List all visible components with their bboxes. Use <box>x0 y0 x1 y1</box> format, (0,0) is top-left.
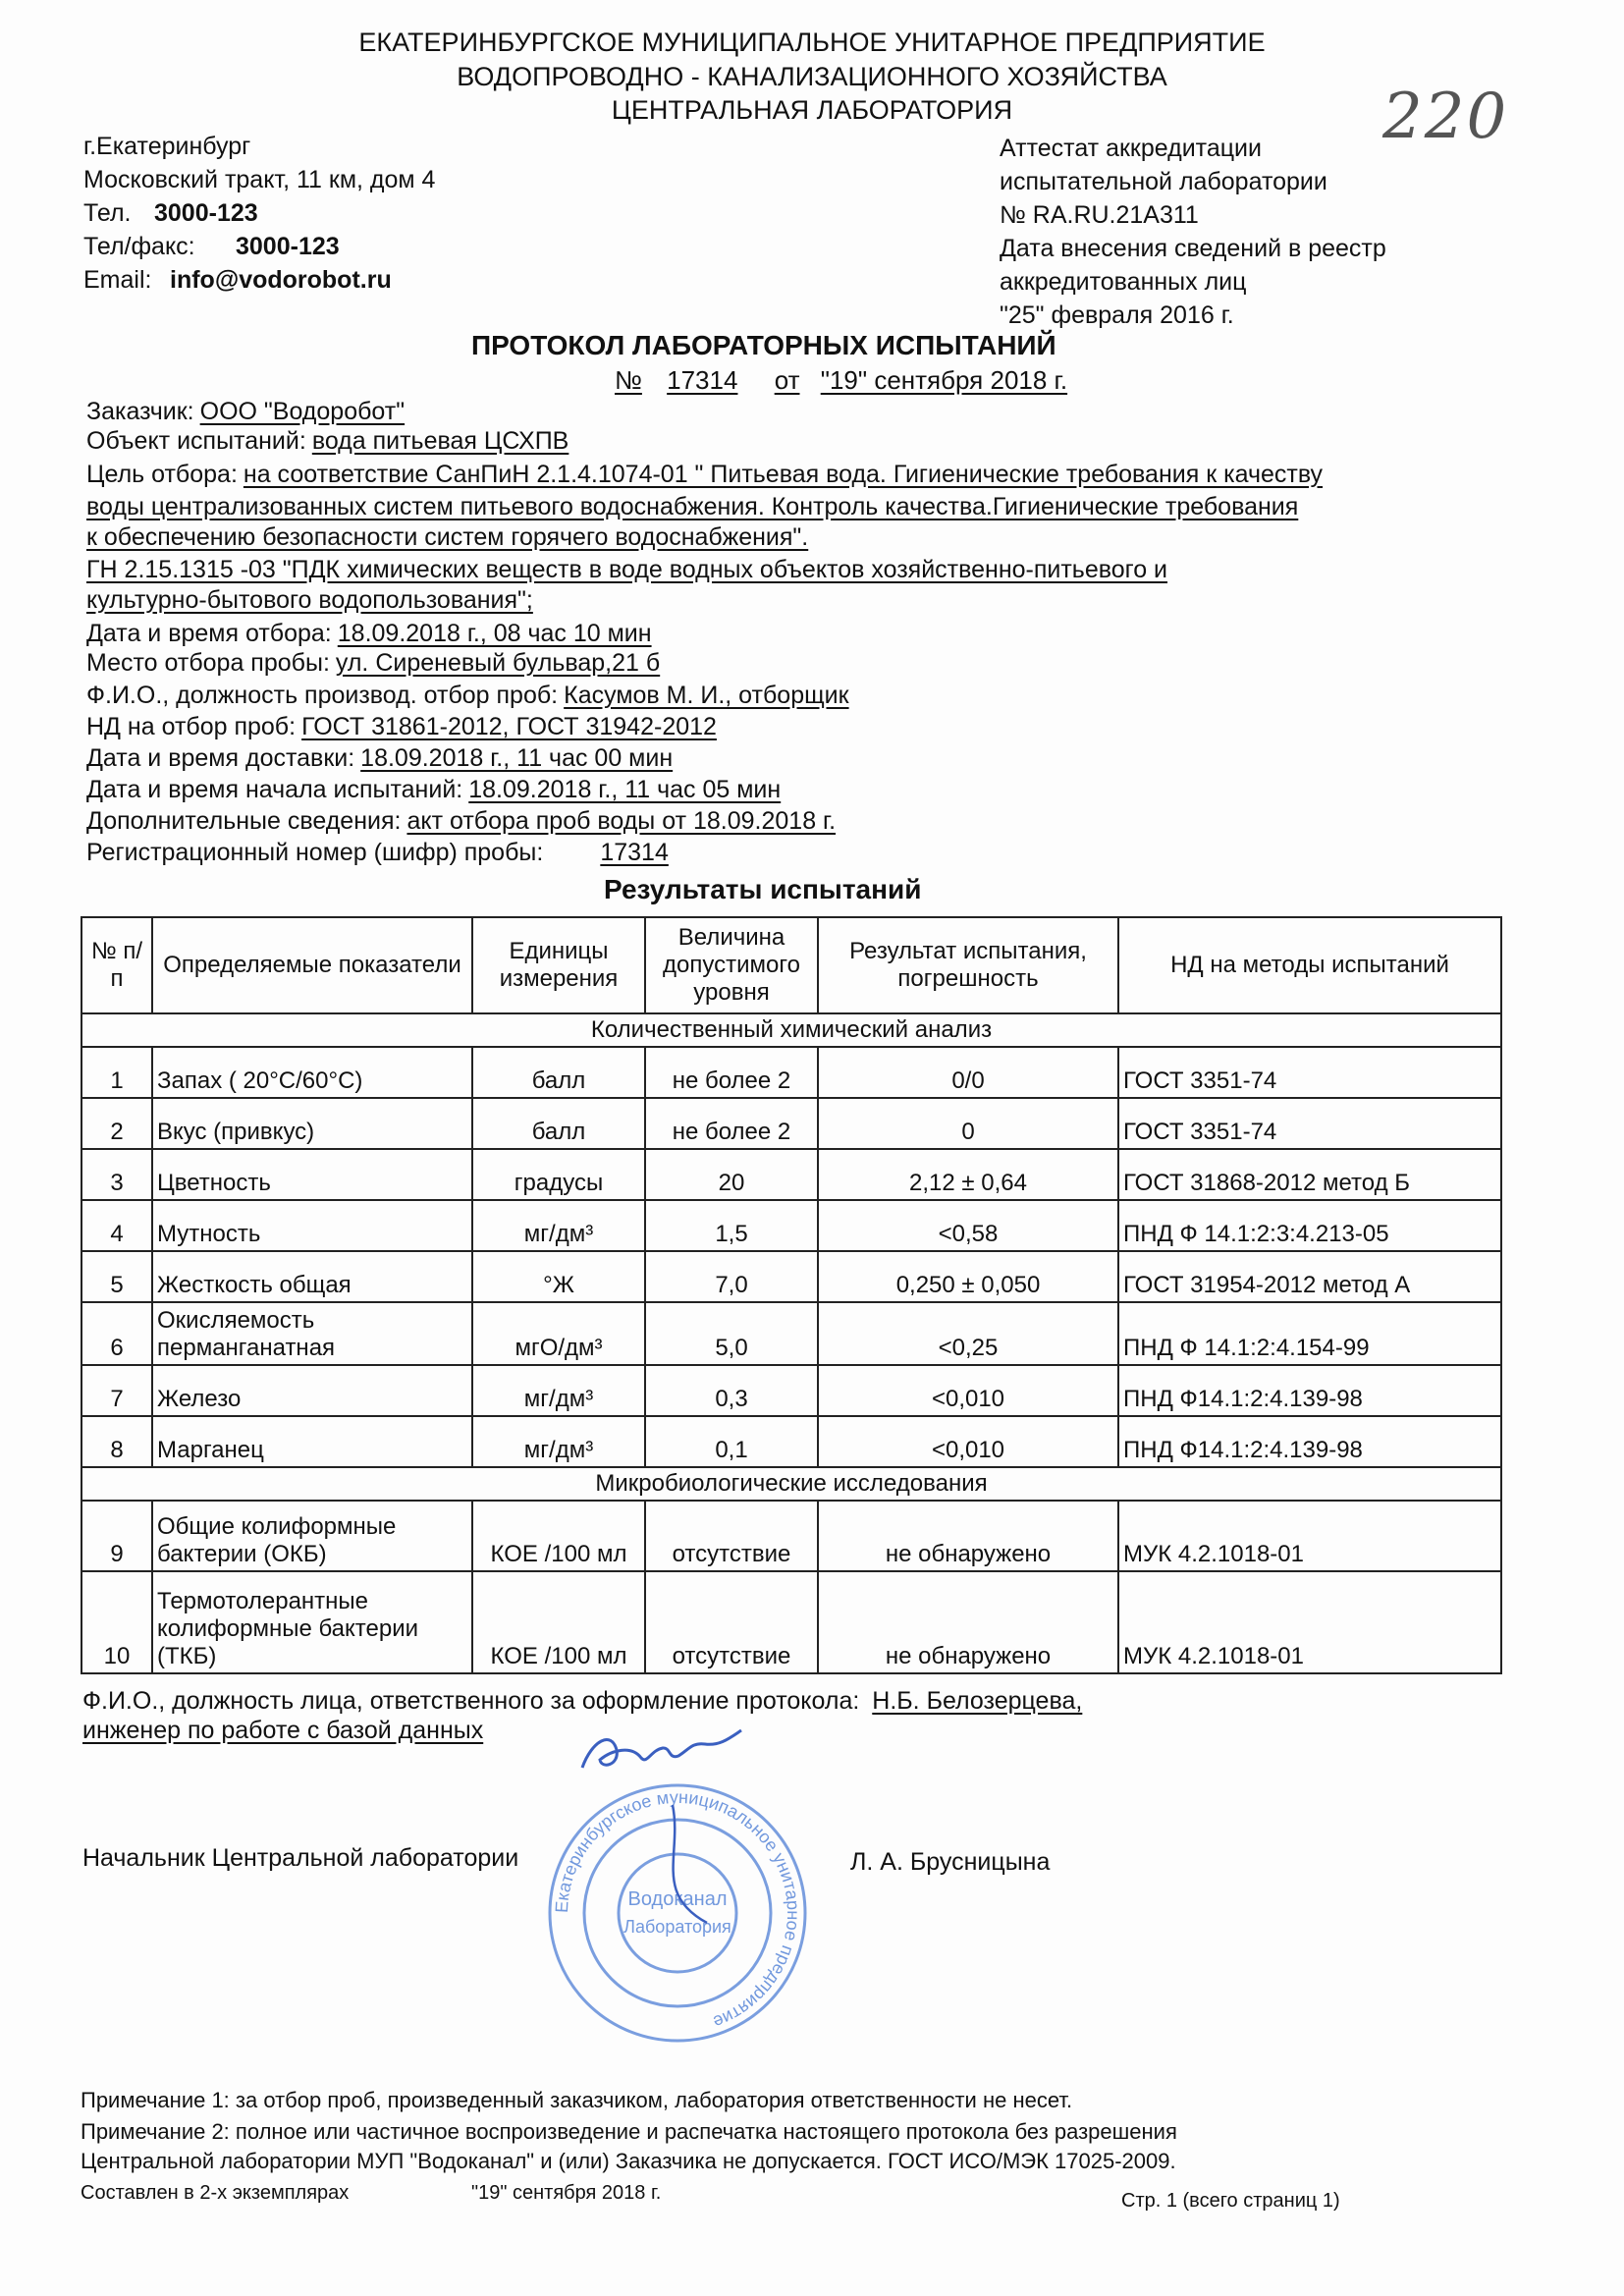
head-name: Л. А. Брусницына <box>850 1848 1051 1876</box>
org-name-line2: ВОДОПРОВОДНО - КАНАЛИЗАЦИОННОГО ХОЗЯЙСТВА <box>457 62 1167 91</box>
row-number: 9 <box>81 1501 152 1571</box>
field-label: Цель отбора: <box>86 461 238 488</box>
table-row <box>81 1416 1501 1467</box>
method-cell: ГОСТ 3351-74 <box>1118 1047 1501 1098</box>
number-prefix: № <box>615 365 642 395</box>
table-row <box>81 1149 1501 1200</box>
limit-cell: 5,0 <box>645 1302 818 1365</box>
table-row <box>81 1501 1501 1571</box>
laboratory-stamp <box>535 1776 820 2050</box>
row-number: 6 <box>81 1302 152 1365</box>
indicator-line: Окисляемость <box>157 1307 315 1334</box>
field-label: Заказчик: <box>86 398 194 425</box>
result-cell: <0,58 <box>818 1200 1118 1251</box>
table-row <box>81 1200 1501 1251</box>
indicator-cell: Мутность <box>152 1200 472 1251</box>
table-row <box>81 1047 1501 1098</box>
indicator-line: Общие колиформные <box>157 1513 397 1540</box>
row-number: 10 <box>81 1571 152 1673</box>
field-label: Дата и время начала испытаний: <box>86 776 463 803</box>
result-cell: не обнаружено <box>818 1501 1118 1571</box>
method-cell: ГОСТ 31868-2012 метод Б <box>1118 1149 1501 1200</box>
fax-row <box>83 230 435 263</box>
accreditation-line: испытательной лаборатории <box>1000 168 1327 195</box>
nd-value: ГОСТ 31861-2012, ГОСТ 31942-2012 <box>301 713 717 740</box>
field-label: Дата и время доставки: <box>86 744 355 772</box>
purpose-line: ГН 2.15.1315 -03 "ПДК химических веществ в воде водных объектов хозяйственно-питьевого и <box>86 556 1168 583</box>
row-number: 4 <box>81 1200 152 1251</box>
limit-cell: 20 <box>645 1149 818 1200</box>
org-name-line3: ЦЕНТРАЛЬНАЯ ЛАБОРАТОРИЯ <box>611 95 1013 125</box>
indicator-cell: Железо <box>152 1365 472 1416</box>
unit-cell: мг/дм³ <box>472 1365 645 1416</box>
responsible-position: инженер по работе с базой данных <box>82 1717 484 1744</box>
handwritten-page-number: 220 <box>1382 81 1509 153</box>
purpose-value: на соответствие СанПиН 2.1.4.1074-01 " Питьевая вода. Гигиенические требования к качеству <box>243 461 1324 488</box>
extra-row <box>86 806 836 836</box>
result-cell: 2,12 ± 0,64 <box>818 1149 1118 1200</box>
col-method: НД на методы испытаний <box>1118 917 1501 1013</box>
col-units: Единицы измерения <box>472 917 645 1013</box>
col-indicator: Определяемые показатели <box>152 917 472 1013</box>
footer-date: "19" сентября 2018 г. <box>471 2182 662 2204</box>
method-cell: ГОСТ 31954-2012 метод А <box>1118 1251 1501 1302</box>
responsible-name: Н.Б. Белозерцева, <box>872 1687 1083 1715</box>
section-row <box>81 1467 1501 1501</box>
limit-cell: 7,0 <box>645 1251 818 1302</box>
field-label: Место отбора пробы: <box>86 649 330 677</box>
unit-cell: КОЕ /100 мл <box>472 1501 645 1571</box>
row-number: 1 <box>81 1047 152 1098</box>
col-result: Результат испытания, погрешность <box>818 917 1118 1013</box>
result-cell: не обнаружено <box>818 1571 1118 1673</box>
indicator-line: бактерии (ОКБ) <box>157 1541 327 1567</box>
method-cell: МУК 4.2.1018-01 <box>1118 1571 1501 1673</box>
col-num: № п/п <box>81 917 152 1013</box>
table-row <box>81 1571 1501 1673</box>
table-row <box>81 1251 1501 1302</box>
field-label: Ф.И.О., должность производ. отбор проб: <box>86 682 559 709</box>
indicator-cell: Жесткость общая <box>152 1251 472 1302</box>
stamp-inner-text: Водоканал <box>627 1888 728 1910</box>
accreditation-number: № RA.RU.21A311 <box>1000 201 1199 229</box>
nd-row <box>86 712 717 741</box>
field-label: Дата и время отбора: <box>86 620 332 647</box>
limit-cell: 0,1 <box>645 1416 818 1467</box>
purpose-line: к обеспечению безопасности систем горячего водоснабжения". <box>86 523 809 551</box>
address: Московский тракт, 11 км, дом 4 <box>83 166 436 193</box>
protocol-number-row <box>615 365 1067 396</box>
unit-cell: °Ж <box>472 1251 645 1302</box>
sampler-value: Касумов М. И., отборщик <box>564 682 849 709</box>
limit-cell: отсутствие <box>645 1501 818 1571</box>
method-cell: ПНД Ф14.1:2:4.139-98 <box>1118 1365 1501 1416</box>
indicator-cell: Запах ( 20°С/60°С) <box>152 1047 472 1098</box>
method-cell: МУК 4.2.1018-01 <box>1118 1501 1501 1571</box>
row-number: 5 <box>81 1251 152 1302</box>
date-prefix: от <box>774 365 800 395</box>
indicator-line: колиформные бактерии <box>157 1615 419 1642</box>
field-label: НД на отбор проб: <box>86 713 297 740</box>
unit-cell: балл <box>472 1098 645 1149</box>
purpose-line: воды централизованных систем питьевого водоснабжения. Контроль качества.Гигиенические требования <box>86 493 1299 520</box>
result-cell: <0,25 <box>818 1302 1118 1365</box>
email: info@vodorobot.ru <box>170 266 392 294</box>
sampling-datetime-value: 18.09.2018 г., 08 час 10 мин <box>337 620 652 647</box>
reg-row <box>86 838 669 867</box>
unit-cell: балл <box>472 1047 645 1098</box>
results-table <box>81 916 1502 1674</box>
note-2a: Примечание 2: полное или частичное воспроизведение и распечатка настоящего протокола без разрешения <box>81 2119 1177 2144</box>
protocol-title: ПРОТОКОЛ ЛАБОРАТОРНЫХ ИСПЫТАНИЙ <box>471 330 1056 360</box>
responsible-row <box>82 1687 1225 1716</box>
accreditation-line: Аттестат аккредитации <box>1000 135 1262 162</box>
purpose-line: культурно-бытового водопользования"; <box>86 586 533 614</box>
limit-cell: 0,3 <box>645 1365 818 1416</box>
stamp-ring-text: Екатеринбургское муниципальное унитарное предприятие <box>551 1786 804 2033</box>
results-title: Результаты испытаний <box>604 874 922 904</box>
phone-row <box>83 196 435 230</box>
table-row <box>81 1365 1501 1416</box>
start-value: 18.09.2018 г., 11 час 05 мин <box>468 776 782 803</box>
unit-cell: мг/дм³ <box>472 1200 645 1251</box>
customer-row <box>86 397 405 426</box>
method-cell: ПНД Ф 14.1:2:3:4.213-05 <box>1118 1200 1501 1251</box>
place-value: ул. Сиреневый бульвар,21 б <box>335 649 661 677</box>
indicator-line: Термотолерантные <box>157 1588 369 1614</box>
copies-note: Составлен в 2-х экземплярах <box>81 2182 350 2204</box>
indicator-cell: Марганец <box>152 1416 472 1467</box>
result-cell: 0 <box>818 1098 1118 1149</box>
phone-label: Тел. <box>83 199 132 227</box>
unit-cell: градусы <box>472 1149 645 1200</box>
indicator-line: (ТКБ) <box>157 1643 217 1669</box>
field-label: Регистрационный номер (шифр) пробы: <box>86 839 544 866</box>
purpose-row <box>86 460 1323 489</box>
responsible-label: Ф.И.О., должность лица, ответственного за оформление протокола: <box>82 1687 860 1715</box>
email-row <box>83 263 435 297</box>
limit-cell: не более 2 <box>645 1047 818 1098</box>
section-row <box>81 1013 1501 1047</box>
page-indicator: Стр. 1 (всего страниц 1) <box>1121 2190 1340 2212</box>
unit-cell: мгО/дм³ <box>472 1302 645 1365</box>
table-row <box>81 1302 1501 1365</box>
stamp-inner-text: Лаборатория <box>623 1917 731 1937</box>
signature <box>572 1721 749 1779</box>
fax: 3000-123 <box>236 233 340 260</box>
head-title: Начальник Центральной лаборатории <box>82 1844 519 1872</box>
phone: 3000-123 <box>154 199 258 227</box>
note-1: Примечание 1: за отбор проб, произведенный заказчиком, лаборатория ответственности не несет. <box>81 2088 1073 2112</box>
accreditation-line: аккредитованных лиц <box>1000 268 1247 296</box>
note-2b: Центральной лаборатории МУП "Водоканал" и (или) Заказчика не допускается. ГОСТ ИСО/МЭК 17025-2009. <box>81 2149 1176 2173</box>
sampler-row <box>86 681 849 710</box>
city: г.Екатеринбург <box>83 133 251 160</box>
row-number: 8 <box>81 1416 152 1467</box>
field-label: Объект испытаний: <box>86 427 306 455</box>
result-cell: 0,250 ± 0,050 <box>818 1251 1118 1302</box>
indicator-line: перманганатная <box>157 1335 336 1361</box>
table-row <box>81 1098 1501 1149</box>
indicator-cell: Вкус (привкус) <box>152 1098 472 1149</box>
method-cell: ПНД Ф 14.1:2:4.154-99 <box>1118 1302 1501 1365</box>
table-header-row <box>81 917 1501 1013</box>
limit-cell: не более 2 <box>645 1098 818 1149</box>
delivery-value: 18.09.2018 г., 11 час 00 мин <box>360 744 674 772</box>
col-limit: Величина допустимого уровня <box>645 917 818 1013</box>
row-number: 7 <box>81 1365 152 1416</box>
contacts-block <box>83 130 435 297</box>
unit-cell: КОЕ /100 мл <box>472 1571 645 1673</box>
customer-value: ООО "Водоробот" <box>199 398 406 425</box>
indicator-cell <box>152 1302 472 1365</box>
fax-label: Тел/факс: <box>83 233 195 260</box>
sampling-datetime-row <box>86 619 652 648</box>
indicator-cell <box>152 1571 472 1673</box>
email-label: Email: <box>83 266 152 294</box>
place-row <box>86 648 660 678</box>
accreditation-line: Дата внесения сведений в реестр <box>1000 235 1386 262</box>
delivery-row <box>86 743 673 773</box>
protocol-date: "19" сентября 2018 г. <box>820 365 1068 395</box>
row-number: 2 <box>81 1098 152 1149</box>
start-row <box>86 775 781 804</box>
result-cell: 0/0 <box>818 1047 1118 1098</box>
protocol-number: 17314 <box>667 365 738 395</box>
method-cell: ГОСТ 3351-74 <box>1118 1098 1501 1149</box>
field-label: Дополнительные сведения: <box>86 807 402 835</box>
row-number: 3 <box>81 1149 152 1200</box>
limit-cell: отсутствие <box>645 1571 818 1673</box>
section-title: Количественный химический анализ <box>81 1013 1501 1047</box>
method-cell: ПНД Ф14.1:2:4.139-98 <box>1118 1416 1501 1467</box>
indicator-cell <box>152 1501 472 1571</box>
section-title: Микробиологические исследования <box>81 1467 1501 1501</box>
indicator-cell: Цветность <box>152 1149 472 1200</box>
object-value: вода питьевая ЦСХПВ <box>311 427 569 455</box>
limit-cell: 1,5 <box>645 1200 818 1251</box>
result-cell: <0,010 <box>818 1365 1118 1416</box>
result-cell: <0,010 <box>818 1416 1118 1467</box>
accreditation-block <box>1000 132 1386 332</box>
extra-value: акт отбора проб воды от 18.09.2018 г. <box>406 807 837 835</box>
reg-value: 17314 <box>600 839 669 866</box>
accreditation-date: "25" февраля 2016 г. <box>1000 301 1234 329</box>
unit-cell: мг/дм³ <box>472 1416 645 1467</box>
org-name-line1: ЕКАТЕРИНБУРГСКОЕ МУНИЦИПАЛЬНОЕ УНИТАРНОЕ ПРЕДПРИЯТИЕ <box>358 27 1266 57</box>
object-row <box>86 426 568 456</box>
